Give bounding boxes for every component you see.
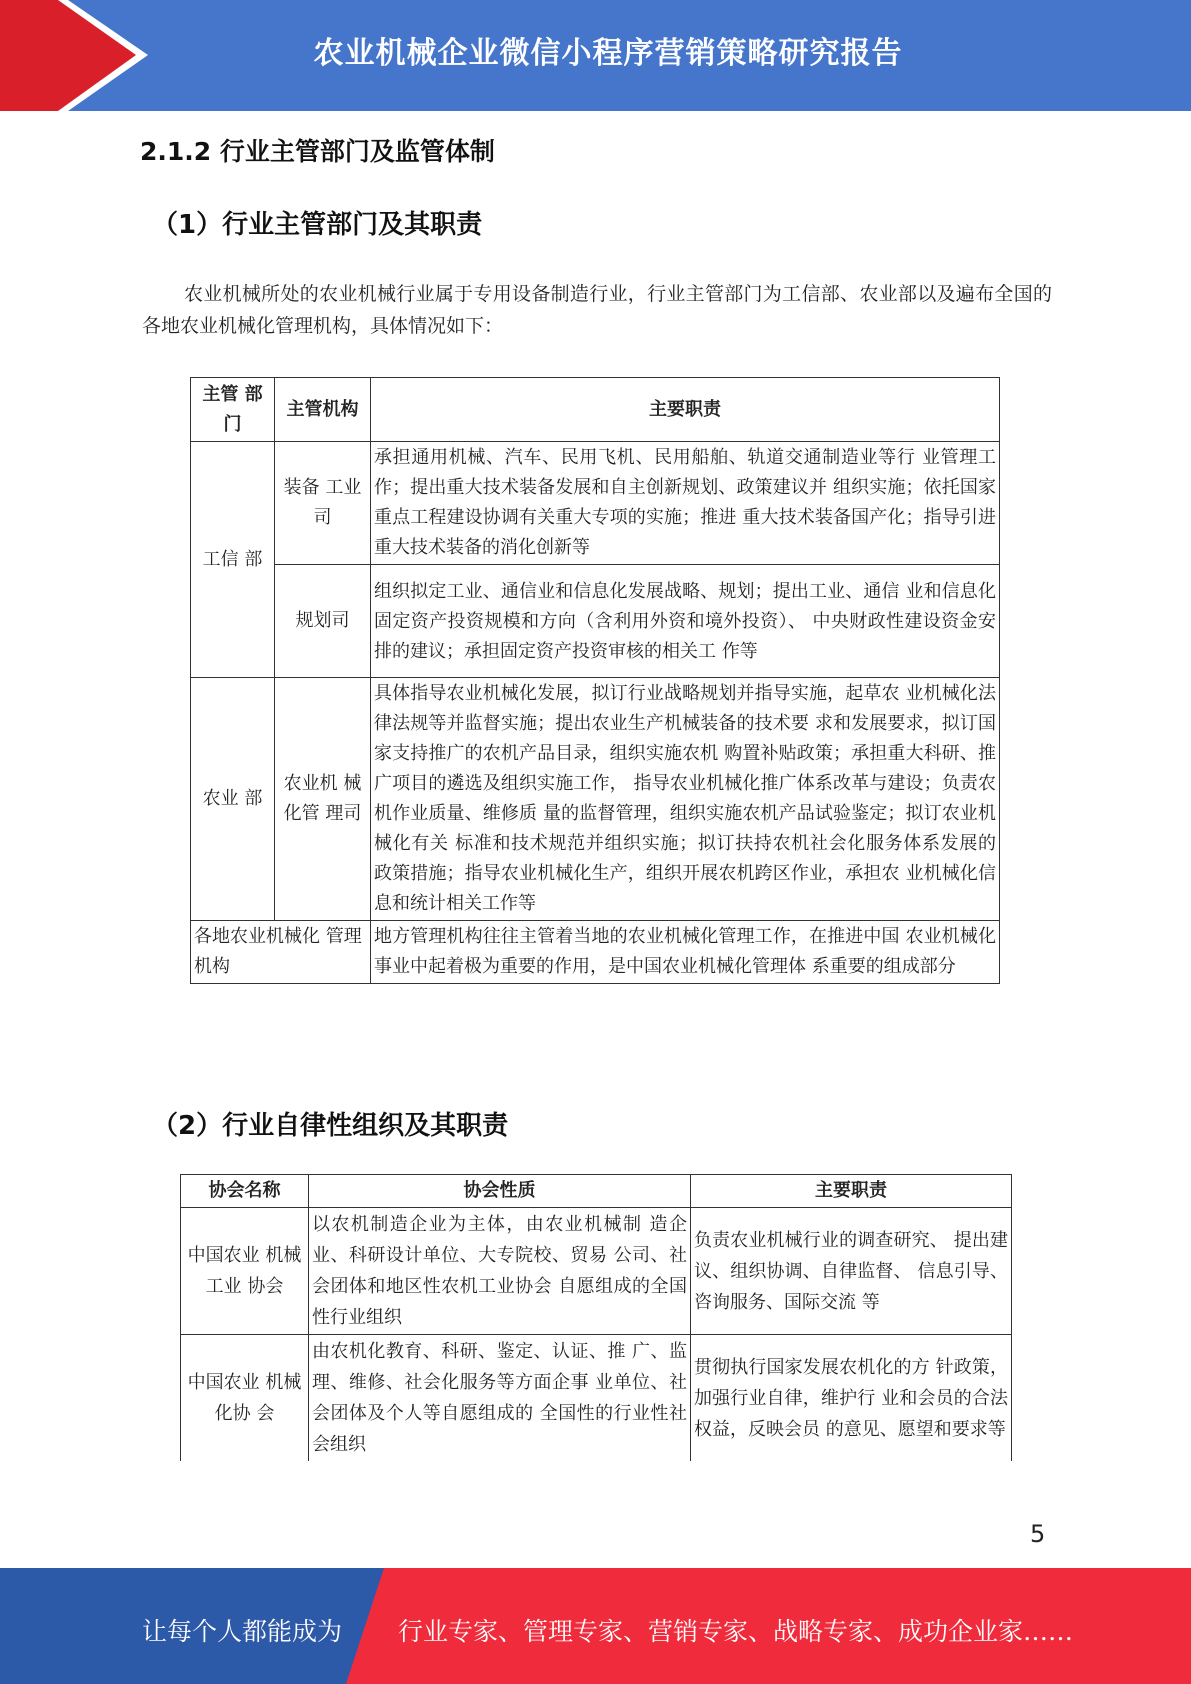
table-header-row xyxy=(181,1175,1012,1208)
header-cell-association-duties: 主要职责 xyxy=(691,1175,1012,1208)
association-duty-cell: 贯彻执行国家发展农机化的方 针政策，加强行业自律，维护行 业和会员的合法权益，反映会员 的意见、愿望和要求等 xyxy=(691,1335,1012,1462)
table-row xyxy=(181,1208,1012,1335)
duty-cell: 承担通用机械、汽车、民用飞机、民用船舶、轨道交通制造业等行 业管理工作；提出重大技术装备发展和自主创新规划、政策建议并 组织实施；依托国家重点工程建设协调有关重大专项的实施；推进 重大技术装备国产化；指导引进重大技术装备的消化创新等 xyxy=(371,442,1000,565)
table-row xyxy=(191,921,1000,984)
association-nature-cell: 由农机化教育、科研、鉴定、认证、推 广、监理、维修、社会化服务等方面企事 业单位、社会团体及个人等自愿组成的 全国性的行业性社会组织 xyxy=(309,1335,691,1462)
intro-paragraph: 农业机械所处的农业机械行业属于专用设备制造行业，行业主管部门为工信部、农业部以及遍布全国的各地农业机械化管理机构，具体情况如下： xyxy=(142,283,1052,337)
page-number: 5 xyxy=(1030,1520,1046,1548)
subsection-heading-departments: （1）行业主管部门及其职责 xyxy=(152,210,483,240)
association-name-cell: 中国农业 机械化协 会 xyxy=(181,1335,309,1462)
dept-cell: 农业 部 xyxy=(191,678,275,921)
departments-table xyxy=(190,377,1000,984)
association-duty-cell: 负责农业机械行业的调查研究、 提出建议、组织协调、自律监督、 信息引导、咨询服务、国际交流 等 xyxy=(691,1208,1012,1335)
header-cell-agency: 主管机构 xyxy=(275,378,371,442)
associations-table xyxy=(180,1174,1012,1461)
header-cell-association-name: 协会名称 xyxy=(181,1175,309,1208)
table-row xyxy=(191,565,1000,678)
agency-cell: 农业机 械化管 理司 xyxy=(275,678,371,921)
duty-cell: 地方管理机构往往主管着当地的农业机械化管理工作，在推进中国 农业机械化事业中起着极为重要的作用，是中国农业机械化管理体 系重要的组成部分 xyxy=(371,921,1000,984)
table-row xyxy=(191,442,1000,565)
duty-cell: 组织拟定工业、通信业和信息化发展战略、规划；提出工业、通信 业和信息化固定资产投资规模和方向（含利用外资和境外投资）、 中央财政性建设资金安排的建议；承担固定资产投资审核的相关工 作等 xyxy=(371,565,1000,678)
footer-slogan-left: 让每个人都能成为 xyxy=(142,1617,343,1646)
dept-cell: 工信 部 xyxy=(191,442,275,678)
footer-slogan-right: 行业专家、管理专家、营销专家、战略专家、成功企业家…… xyxy=(398,1617,1074,1646)
page-header-banner xyxy=(0,0,1191,111)
page-footer-banner xyxy=(0,1568,1191,1684)
subsection-heading-associations: （2）行业自律性组织及其职责 xyxy=(152,1111,509,1141)
agency-cell: 装备 工业司 xyxy=(275,442,371,565)
section-heading: 2.1.2 行业主管部门及监管体制 xyxy=(140,137,495,166)
header-cell-duties: 主要职责 xyxy=(371,378,1000,442)
association-name-cell: 中国农业 机械工业 协会 xyxy=(181,1208,309,1335)
duty-cell: 具体指导农业机械化发展，拟订行业战略规划并指导实施，起草农 业机械化法律法规等并监督实施；提出农业生产机械装备的技术要 求和发展要求，拟订国家支持推广的农机产品目录，组织实施农机 购置补贴政策；承担重大科研、推广项目的遴选及组织实施工作， 指导农业机械化推广体系改革与建设；负责农机作业质量、维修质 量的监督管理，组织实施农机产品试验鉴定；拟订农业机械化有关 标准和技术规范并组织实施；拟订扶持农机社会化服务体系发展的 政策措施；指导农业机械化生产，组织开展农机跨区作业，承担农 业机械化信息和统计相关工作等 xyxy=(371,678,1000,921)
header-cell-association-nature: 协会性质 xyxy=(309,1175,691,1208)
table-header-row xyxy=(191,378,1000,442)
table-row xyxy=(181,1335,1012,1462)
report-title: 农业机械企业微信小程序营销策略研究报告 xyxy=(313,36,903,71)
header-cell-department: 主管 部门 xyxy=(191,378,275,442)
dept-cell: 各地农业机械化 管理机构 xyxy=(191,921,371,984)
agency-cell: 规划司 xyxy=(275,565,371,678)
table-row xyxy=(191,678,1000,921)
association-nature-cell: 以农机制造企业为主体，由农业机械制 造企业、科研设计单位、大专院校、贸易 公司、社会团体和地区性农机工业协会 自愿组成的全国性行业组织 xyxy=(309,1208,691,1335)
